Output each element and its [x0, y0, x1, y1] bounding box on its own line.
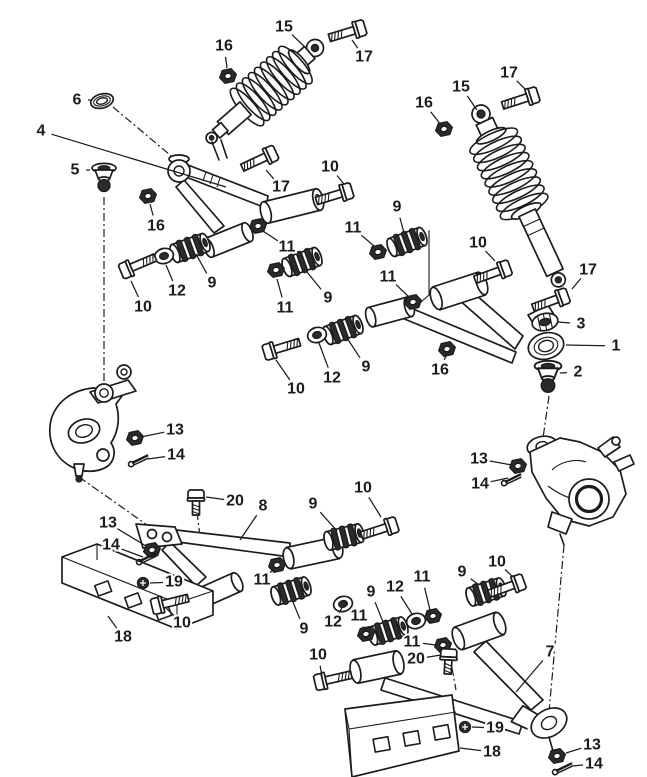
screw-19 [460, 722, 471, 733]
part-callout-10: 10 [469, 234, 487, 252]
callout-leader [166, 265, 173, 281]
part-callout-14: 14 [471, 475, 489, 493]
callout-leader [276, 360, 290, 380]
part-callout-9: 9 [457, 563, 467, 581]
bolt-17 [500, 86, 541, 114]
callout-leader [150, 583, 163, 584]
callout-leader [566, 748, 582, 753]
part-callout-16: 16 [415, 94, 433, 112]
shock-absorber-right [454, 95, 585, 297]
part-callout-10: 10 [488, 553, 506, 571]
callout-leader [431, 112, 441, 125]
bolt-20 [439, 649, 457, 675]
retainer-ring-6 [89, 91, 115, 110]
nut-13 [125, 430, 144, 446]
nut-16 [437, 341, 456, 357]
ball-joint-2 [535, 361, 562, 392]
part-callout-11: 11 [413, 568, 431, 586]
callout-leader [319, 343, 328, 368]
part-callout-19: 19 [486, 719, 504, 737]
part-callout-14: 14 [167, 446, 185, 464]
steering-knuckle-left [50, 365, 136, 482]
callout-leader [266, 170, 274, 179]
callout-leader [467, 96, 477, 110]
callout-leader [292, 35, 308, 50]
nut-13 [508, 458, 527, 474]
part-callout-16: 16 [431, 361, 449, 379]
bolt-10 [359, 516, 400, 544]
callout-leader [505, 570, 513, 578]
part-callout-15: 15 [275, 18, 293, 36]
part-callout-11: 11 [350, 607, 368, 625]
part-callout-1: 1 [611, 337, 621, 355]
part-callout-12: 12 [386, 578, 404, 596]
part-callout-10: 10 [173, 614, 191, 632]
callout-leader [293, 602, 300, 619]
callout-leader [263, 231, 278, 241]
callout-leader [196, 254, 207, 273]
callout-leader [226, 57, 228, 68]
part-callout-12: 12 [324, 613, 342, 631]
part-callout-9: 9 [207, 274, 217, 292]
callout-leader [572, 278, 581, 289]
bushing-9 [322, 521, 366, 552]
part-callout-6: 6 [72, 91, 82, 109]
part-callout-13: 13 [470, 450, 488, 468]
nut-13 [547, 748, 566, 764]
callout-leader [131, 281, 138, 297]
callout-leader [472, 727, 484, 728]
part-callout-14: 14 [585, 755, 603, 773]
nut-11 [368, 244, 387, 260]
nut-11 [423, 608, 442, 624]
part-callout-18: 18 [483, 743, 501, 761]
callout-leader [401, 596, 412, 614]
part-callout-9: 9 [299, 620, 309, 638]
cotter-pin-14 [128, 455, 150, 467]
callout-leader [206, 497, 224, 500]
part-callout-3: 3 [576, 315, 586, 333]
part-callout-17: 17 [272, 178, 290, 196]
bolt-17 [239, 144, 280, 175]
bolt-20 [188, 490, 205, 515]
part-callout-13: 13 [166, 421, 184, 439]
part-callout-11: 11 [344, 219, 362, 237]
part-callout-9: 9 [392, 198, 402, 216]
steering-knuckle-right [525, 434, 634, 545]
ball-joint-5 [92, 163, 116, 191]
callout-leader [423, 643, 436, 645]
callout-leader [361, 235, 374, 246]
part-callout-16: 16 [215, 37, 233, 55]
part-callout-13: 13 [583, 736, 601, 754]
callout-leader [517, 81, 526, 90]
callout-leader [320, 512, 337, 531]
part-callout-12: 12 [323, 369, 341, 387]
part-callout-10: 10 [354, 479, 372, 497]
callout-leader [141, 432, 164, 437]
part-callout-8: 8 [258, 497, 268, 515]
part-callout-10: 10 [321, 158, 339, 176]
callout-leader [427, 655, 441, 657]
part-callout-10: 10 [287, 380, 305, 398]
callout-leader [566, 345, 605, 346]
arm-guard-right [345, 695, 459, 777]
part-callout-12: 12 [168, 282, 186, 300]
bushing-9 [384, 225, 429, 259]
part-callout-5: 5 [70, 161, 80, 179]
callout-leader [148, 457, 165, 459]
part-callout-11: 11 [403, 633, 421, 651]
callout-leader [277, 279, 282, 297]
part-callout-17: 17 [355, 48, 373, 66]
nut-16 [434, 121, 453, 137]
part-callout-14: 14 [102, 536, 120, 554]
cotter-pin-14 [552, 763, 574, 775]
callout-leader [369, 497, 381, 517]
callout-leader [307, 272, 321, 289]
callout-leader [558, 322, 570, 323]
bolt-10 [118, 250, 159, 280]
callout-leader [425, 588, 430, 610]
part-callout-17: 17 [579, 261, 597, 279]
screw-19 [138, 578, 149, 589]
callout-leader [150, 204, 153, 215]
callout-leader [240, 515, 257, 540]
part-callout-17: 17 [500, 64, 518, 82]
callout-leader [396, 285, 409, 297]
bolt-10 [313, 666, 353, 691]
part-callout-9: 9 [323, 289, 333, 307]
callout-leader [375, 602, 383, 622]
part-callout-20: 20 [407, 650, 425, 668]
bushing-9 [269, 574, 314, 607]
part-callout-13: 13 [99, 514, 117, 532]
part-callout-10: 10 [309, 646, 327, 664]
bolt-17 [327, 19, 368, 46]
part-callout-15: 15 [452, 78, 470, 96]
part-callout-10: 10 [134, 298, 152, 316]
nut-16 [218, 68, 237, 84]
cotter-pin-14 [501, 474, 523, 486]
part-callout-9: 9 [361, 358, 371, 376]
callout-leader [460, 748, 481, 751]
part-callout-11: 11 [379, 268, 397, 286]
callout-leader [572, 765, 583, 766]
callout-leader [400, 218, 404, 233]
part-callout-20: 20 [226, 492, 244, 510]
part-callout-7: 7 [545, 643, 555, 661]
shock-absorber-left [192, 24, 337, 159]
part-callout-4: 4 [36, 122, 46, 140]
callout-leader [337, 176, 344, 185]
callout-leader [347, 338, 360, 358]
bolt-10 [262, 334, 303, 361]
part-callout-11: 11 [278, 238, 296, 256]
part-callout-18: 18 [114, 628, 132, 646]
bushing-9 [167, 231, 212, 265]
part-callout-9: 9 [366, 583, 376, 601]
part-callout-11: 11 [276, 299, 294, 317]
nut-16 [138, 188, 157, 204]
callout-leader [486, 251, 495, 261]
part-callout-16: 16 [147, 217, 165, 235]
callout-leader [352, 40, 358, 48]
callout-leader [108, 616, 117, 628]
bushing-9 [320, 313, 365, 347]
part-callout-11: 11 [253, 571, 271, 589]
callout-leader [490, 461, 512, 465]
part-callout-2: 2 [573, 363, 583, 381]
part-callout-9: 9 [308, 495, 318, 513]
part-callout-19: 19 [165, 573, 183, 591]
